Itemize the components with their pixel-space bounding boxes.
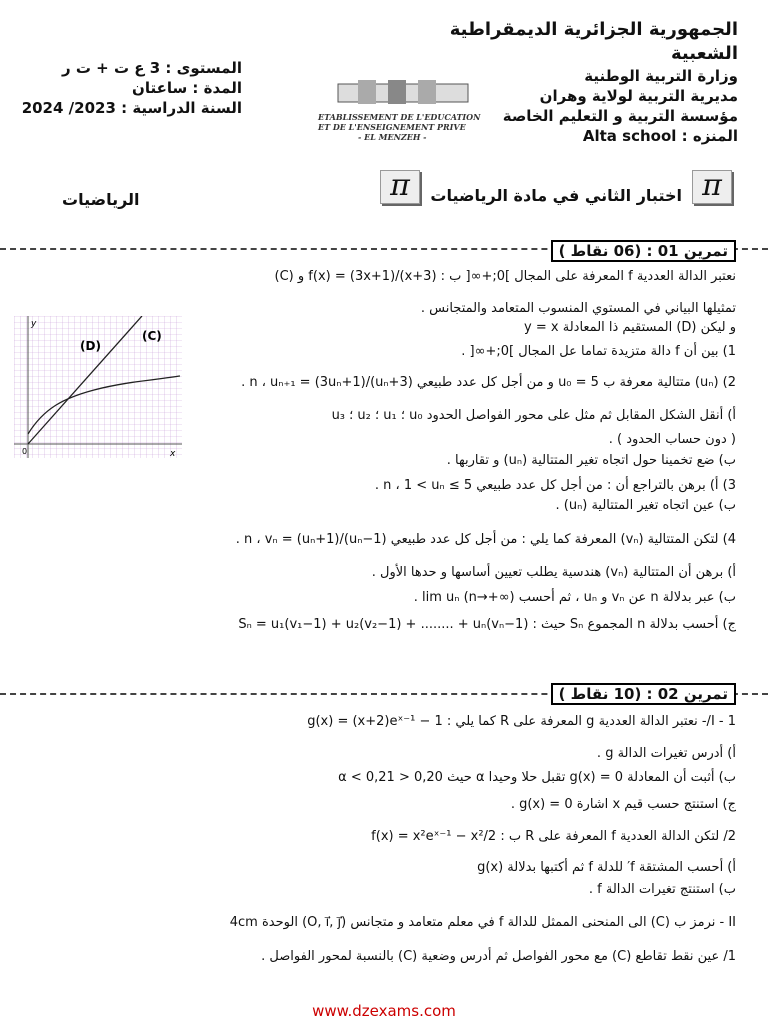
ex2-line-2: أ) أدرس تغيرات الدالة g . bbox=[596, 746, 736, 761]
level-label: المستوى : 3 ع ت + ت ر bbox=[62, 59, 242, 77]
ex1-line-13: ب) عبر بدلالة n عن vₙ و uₙ ، ثم أحسب lim uₙ (n→+∞) . bbox=[413, 590, 736, 605]
ex1-line-8: ب) ضع تخمينا حول اتجاه تغير المتتالية (uₙ) و تقاربها . bbox=[446, 453, 736, 468]
ex1-line-9: 3) أ) برهن بالتراجع أن : من أجل كل عدد طبيعي n ، 1 < uₙ ≤ 5 . bbox=[374, 478, 736, 493]
x-axis-label: x bbox=[170, 449, 176, 458]
ex2-line-5: 2/ لتكن الدالة العددية f المعرفة على R ب : f(x) = x²eˣ⁻¹ − x²/2 bbox=[371, 829, 736, 844]
pi-icon-2: π bbox=[380, 170, 420, 204]
ex1-line-7: ( دون حساب الحدود ) . bbox=[608, 432, 736, 447]
school-year-label: السنة الدراسية : 2023/ 2024 bbox=[21, 99, 242, 117]
logo-line-1: ETABLISSEMENT DE L'EDUCATION bbox=[318, 112, 481, 122]
origin-label: 0 bbox=[22, 447, 28, 456]
logo-line-2: ET DE L'ENSEIGNEMENT PRIVE bbox=[318, 122, 466, 132]
header-exam-info bbox=[12, 58, 242, 118]
footer-link[interactable]: www.dzexams.com bbox=[312, 1002, 456, 1020]
ex1-line-12: أ) برهن أن المتتالية (vₙ) هندسية يطلب تعيين أساسها و حدها الأول . bbox=[371, 565, 736, 580]
subject-label: الرياضيات bbox=[62, 190, 140, 209]
line-d-label: (D) bbox=[80, 339, 101, 353]
y-axis-label: y bbox=[31, 319, 37, 329]
ex1-line-2: تمثيلها البياني في المستوي المنسوب المتعامد والمتجانس . bbox=[420, 301, 736, 316]
institution-name: مؤسسة التربية و التعليم الخاصة bbox=[502, 107, 738, 125]
ex2-line-8: II - نرمز ب (C) الى المنحنى الممثل للدالة f في معلم متعامد و متجانس (O, i⃗, j⃗) الوحدة 4cm bbox=[229, 915, 736, 930]
function-graph bbox=[14, 316, 182, 458]
ex1-line-6: أ) أنقل الشكل المقابل ثم مثل على محور الفواصل الحدود u₀ ؛ u₁ ؛ u₂ ؛ u₃ bbox=[331, 408, 736, 423]
ex2-line-3: ب) أثبت أن المعادلة g(x) = 0 تقبل حلا وحيدا α حيث 0,20 < α < 0,21 bbox=[338, 770, 736, 785]
ex1-line-4: 1) بين أن f دالة متزيدة تماما عل المجال ]0;+∞[ . bbox=[461, 344, 736, 359]
ex2-line-9: 1/ عين نقط تقاطع (C) مع محور الفواصل ثم أدرس وضعية (C) بالنسبة لمحور الفواصل . bbox=[261, 949, 736, 964]
ex1-line-14: ج) أحسب بدلالة n المجموع Sₙ حيث : Sₙ = u₁(v₁−1) + u₂(v₂−1) + ........ + uₙ(vₙ−1) bbox=[238, 617, 736, 632]
ex1-line-3: و ليكن (D) المستقيم ذا المعادلة y = x bbox=[524, 320, 736, 335]
curve-c-label: (C) bbox=[142, 329, 162, 343]
ex1-line-1: نعتبر الدالة العددية f المعرفة على المجال ]0;+∞[ ب : f(x) = (3x+1)/(x+3) و (C) bbox=[274, 269, 736, 284]
school-logo bbox=[318, 78, 488, 142]
directorate-name: مديرية التربية لولاية وهران bbox=[539, 87, 738, 105]
exam-title: اختبار الثاني في مادة الرياضيات bbox=[430, 186, 682, 205]
duration-label: المدة : ساعتان bbox=[132, 79, 242, 97]
ex2-line-4: ج) استنتج حسب قيم x اشارة g(x) = 0 . bbox=[510, 797, 736, 812]
ex2-line-7: ب) استنتج تغيرات الدالة f . bbox=[588, 882, 736, 897]
logo-line-3: - EL MENZEH - bbox=[358, 132, 427, 142]
republic-name: الجمهورية الجزائرية الديمقراطية الشعبية bbox=[449, 19, 738, 64]
ex1-line-10: ب) عين اتجاه تغير المتتالية (uₙ) . bbox=[555, 498, 736, 513]
ex1-line-5: 2) (uₙ) متتالية معرفة ب u₀ = 5 و من أجل كل عدد طبيعي n ، uₙ₊₁ = (3uₙ+1)/(uₙ+3) . bbox=[241, 375, 736, 390]
exercise-1-heading: تمرين 01 : (06 نقاط ) bbox=[551, 240, 736, 262]
ex2-line-1: I - 1/- نعتبر الدالة العددية g المعرفة على R كما يلي : g(x) = (x+2)eˣ⁻¹ − 1 bbox=[307, 714, 736, 729]
exercise-2-heading: تمرين 02 : (10 نقاط ) bbox=[551, 683, 736, 705]
ex1-line-11: 4) لتكن المتتالية (vₙ) المعرفة كما يلي : من أجل كل عدد طبيعي n ، vₙ = (uₙ+1)/(uₙ−1) . bbox=[235, 532, 736, 547]
logo-emblem-icon bbox=[318, 78, 488, 108]
ex2-line-6: أ) أحسب المشتقة f′ للدلة f ثم أكتبها بدلالة g(x) bbox=[477, 860, 736, 875]
ministry-name: وزارة التربية الوطنية bbox=[584, 67, 738, 85]
school-name: المنزه : Alta school bbox=[582, 127, 738, 145]
pi-icon: π bbox=[692, 170, 732, 204]
